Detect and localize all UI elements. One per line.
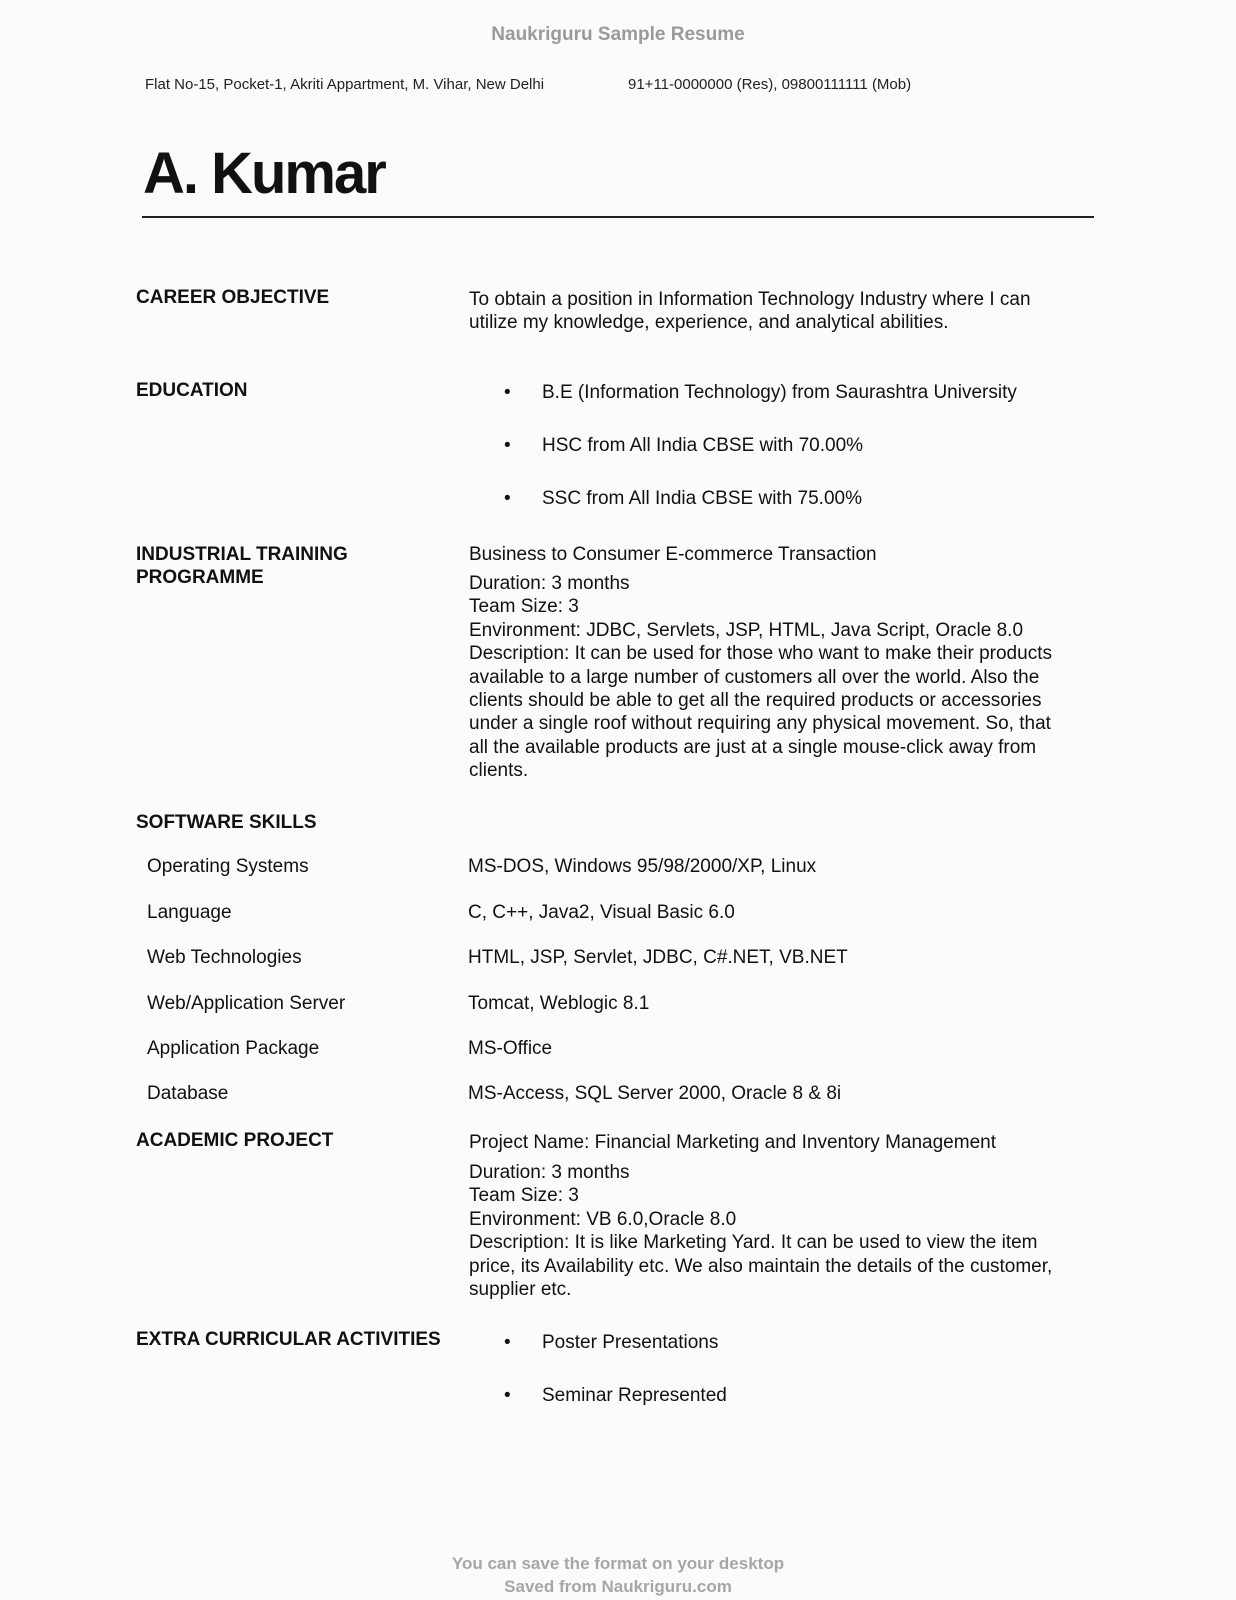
- extra-curricular-heading: EXTRA CURRICULAR ACTIVITIES: [136, 1329, 441, 1350]
- phone-numbers: 91+11-0000000 (Res), 09800111111 (Mob): [628, 76, 912, 93]
- activity-item: [469, 1332, 718, 1354]
- skill-value: MS-Access, SQL Server 2000, Oracle 8 & 8i: [468, 1083, 842, 1104]
- software-skills-heading: SOFTWARE SKILLS: [136, 812, 317, 833]
- detail-line: Team Size: 3: [469, 1185, 579, 1207]
- footer-save-note: You can save the format on your desktop: [451, 1554, 785, 1573]
- activity-item-text: Seminar Represented: [542, 1385, 727, 1406]
- career-objective-text: [469, 288, 1031, 335]
- footer-source: Saved from Naukriguru.com: [504, 1577, 732, 1596]
- activity-item-text: Poster Presentations: [542, 1332, 719, 1353]
- skill-label: Database: [147, 1083, 229, 1104]
- career-objective-line: utilize my knowledge, experience, and analytical abilities.: [469, 312, 949, 334]
- skill-label: Application Package: [147, 1038, 320, 1059]
- skill-label: Language: [147, 902, 232, 923]
- industrial-training-title: Business to Consumer E-commerce Transaction: [469, 544, 877, 565]
- site-title: Naukriguru Sample Resume: [491, 24, 745, 45]
- industrial-training-details: [469, 572, 1052, 783]
- detail-line: all the available products are just at a single mouse-click away from: [469, 736, 1037, 758]
- academic-project-title: Project Name: Financial Marketing and Inventory Management: [469, 1132, 996, 1153]
- skill-value: MS-DOS, Windows 95/98/2000/XP, Linux: [468, 856, 817, 877]
- skill-value: HTML, JSP, Servlet, JDBC, C#.NET, VB.NET: [468, 947, 848, 968]
- detail-line: price, its Availability etc. We also maintain the details of the customer,: [469, 1255, 1053, 1277]
- skill-label: Operating Systems: [147, 856, 309, 877]
- candidate-name: A. Kumar: [143, 141, 385, 206]
- academic-project-heading: ACADEMIC PROJECT: [136, 1130, 334, 1151]
- detail-line: available to a large number of customers all over the world. Also the: [469, 666, 1040, 688]
- skill-label: Web/Application Server: [147, 993, 346, 1014]
- education-item-text: SSC from All India CBSE with 75.00%: [542, 488, 862, 509]
- career-objective-line: To obtain a position in Information Technology Industry where I can: [469, 289, 1031, 310]
- detail-line: clients should be able to get all the required products or accessories: [469, 690, 1042, 712]
- education-item-text: B.E (Information Technology) from Saurashtra University: [542, 382, 1017, 403]
- skill-value: MS-Office: [468, 1038, 553, 1059]
- bullet-icon: •: [504, 435, 511, 456]
- education-item-text: HSC from All India CBSE with 70.00%: [542, 435, 864, 456]
- skill-label: Web Technologies: [147, 947, 302, 968]
- detail-line: supplier etc.: [469, 1279, 572, 1301]
- education-item: [469, 488, 862, 510]
- bullet-icon: •: [504, 1332, 511, 1353]
- detail-line: Duration: 3 months: [469, 573, 630, 594]
- detail-line: Description: It is like Marketing Yard. It can be used to view the item: [469, 1232, 1038, 1254]
- activity-item: [469, 1385, 727, 1407]
- detail-line: Description: It can be used for those who want to make their products: [469, 643, 1052, 665]
- career-objective-heading: CAREER OBJECTIVE: [136, 287, 330, 308]
- skill-value: Tomcat, Weblogic 8.1: [468, 993, 650, 1014]
- industrial-training-heading: [136, 543, 348, 589]
- detail-line: Team Size: 3: [469, 596, 579, 618]
- bullet-icon: •: [504, 488, 511, 509]
- detail-line: Environment: JDBC, Servlets, JSP, HTML, Java Script, Oracle 8.0: [469, 619, 1024, 641]
- detail-line: clients.: [469, 760, 529, 782]
- academic-project-details: [469, 1161, 1052, 1301]
- heading-line: PROGRAMME: [136, 567, 264, 588]
- education-item: [469, 382, 1017, 404]
- education-heading: EDUCATION: [136, 380, 248, 401]
- bullet-icon: •: [504, 382, 511, 403]
- education-item: [469, 435, 863, 457]
- address: Flat No-15, Pocket-1, Akriti Appartment, M. Vihar, New Delhi: [145, 76, 545, 93]
- skill-value: C, C++, Java2, Visual Basic 6.0: [468, 902, 735, 923]
- detail-line: under a single roof without requiring any physical movement. So, that: [469, 713, 1051, 735]
- header-divider: [142, 216, 1094, 218]
- heading-line: INDUSTRIAL TRAINING: [136, 544, 348, 565]
- detail-line: Environment: VB 6.0,Oracle 8.0: [469, 1208, 737, 1230]
- bullet-icon: •: [504, 1385, 511, 1406]
- detail-line: Duration: 3 months: [469, 1162, 630, 1183]
